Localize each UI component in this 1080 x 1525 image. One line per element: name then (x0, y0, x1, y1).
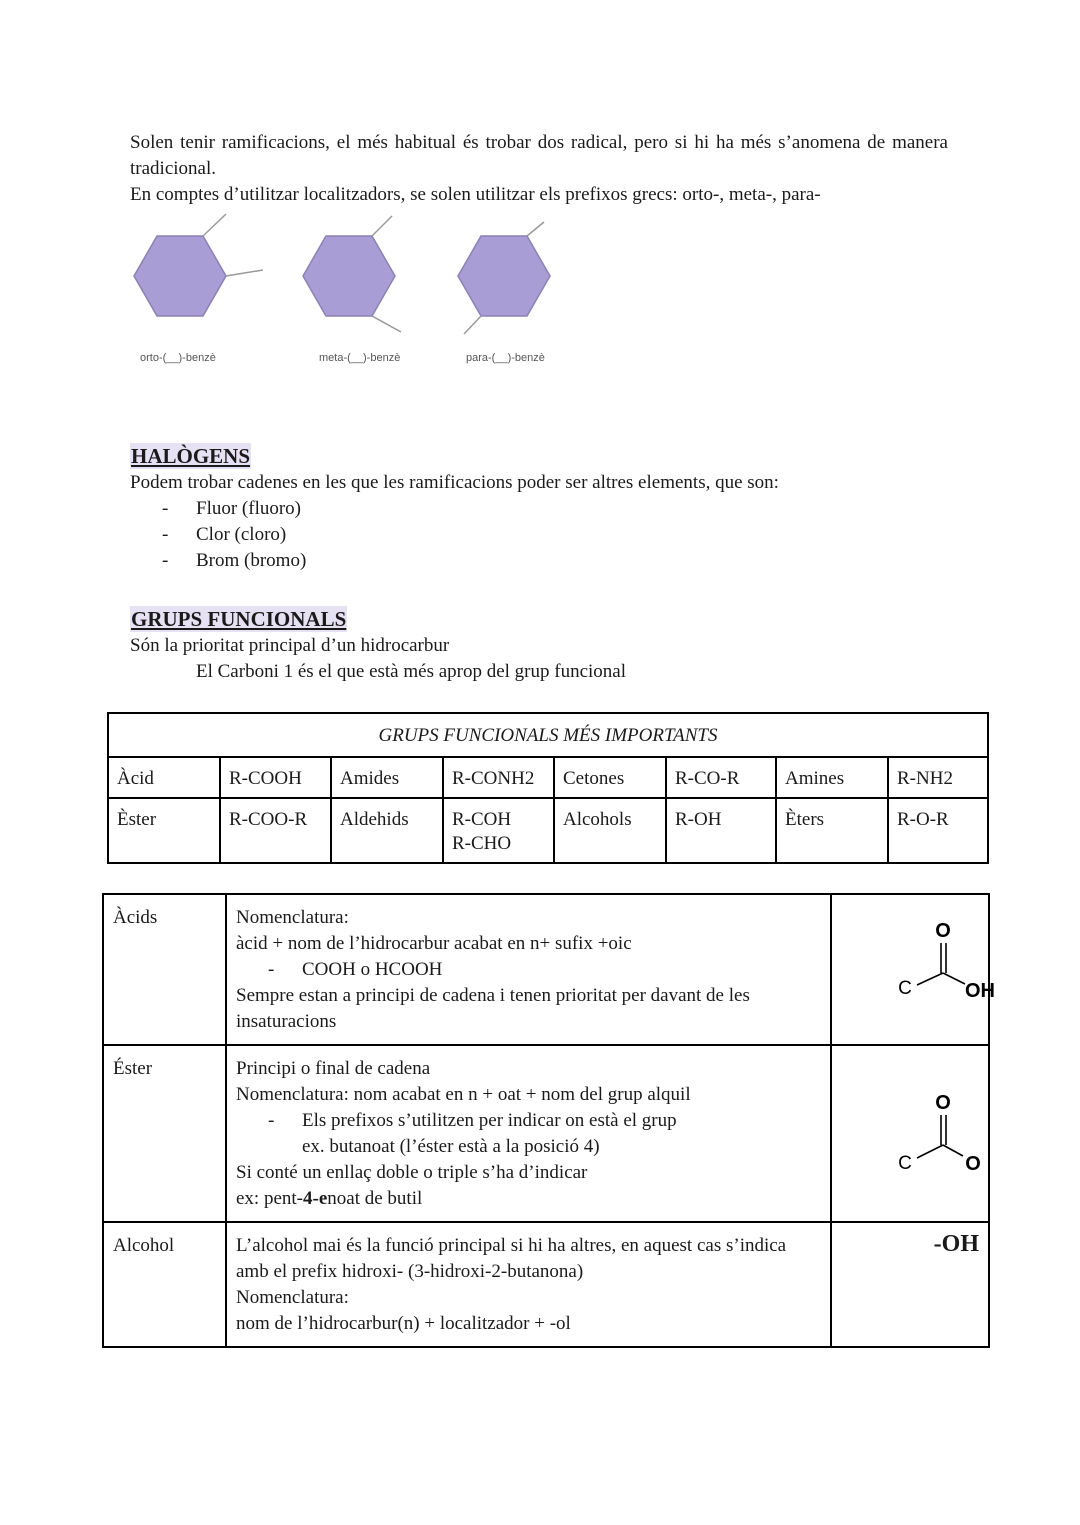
functional-line-2: El Carboni 1 és el que està més aprop del grup funcional (196, 661, 627, 682)
ester-icon (859, 1089, 979, 1179)
table-cell: Alcohols (554, 798, 666, 863)
table-cell: R-COH R-CHO (443, 798, 554, 863)
table-cell: Èster (108, 798, 220, 863)
intro-line-2: En comptes d’utilitzar localitzadors, se solen utilitzar els prefixos grecs: orto-, meta-, para- (130, 184, 821, 205)
halogens-heading: HALÒGENS (131, 444, 251, 468)
table-cell: Cetones (554, 757, 666, 798)
table-cell: Amines (776, 757, 888, 798)
orto-benzene-icon (134, 214, 263, 316)
alcohol-structure (831, 1222, 989, 1347)
functional-groups-heading: GRUPS FUNCIONALS (131, 607, 347, 631)
carboxylic-acid-structure (831, 894, 995, 1045)
table-cell: R-OH (666, 798, 776, 863)
group-description: L’alcohol mai és la funció principal si hi ha altres, en aquest cas s’indica amb el prefix hidroxi- (3-hidroxi-2-butanona) Nomenclatura: nom de l’hidrocarbur(n) + localitzador + -ol (226, 1222, 831, 1347)
table-row-acids (103, 894, 989, 1045)
group-description: Principi o final de cadena Nomenclatura: nom acabat en n + oat + nom del grup alquil - Els prefixos s’utilitzen per indicar on està el grup ex. butanoat (l’éster està a la posició 4) Si conté un enllaç doble o triple s’ha d’indicar ex: pent-4-enoat de butil (226, 1045, 831, 1222)
orto-label: orto-(__)-benzè (140, 352, 216, 364)
svg-text:O: O (935, 1092, 951, 1114)
table-row (108, 798, 988, 863)
list-item: - Brom (bromo) (162, 550, 307, 571)
hydroxyl-symbol: -OH (933, 1231, 979, 1257)
list-item: - Clor (cloro) (162, 524, 287, 545)
functional-groups-detail-table (102, 893, 995, 1348)
para-label: para-(__)-benzè (466, 352, 545, 364)
intro-line-1: Solen tenir ramificacions, el més habitual és trobar dos radical, pero si hi ha més s’anomena de manera tradicional. (130, 132, 948, 179)
table-cell: Èters (776, 798, 888, 863)
table-cell: Àcid (108, 757, 220, 798)
svg-text:OH: OH (965, 980, 995, 1002)
svg-text:C: C (898, 1153, 912, 1174)
functional-line-1: Són la prioritat principal d’un hidrocarbur (130, 635, 450, 656)
table-cell: R-O-R (888, 798, 988, 863)
table-cell: R-NH2 (888, 757, 988, 798)
para-benzene-icon (458, 222, 550, 334)
halogens-list (130, 496, 950, 574)
halogens-intro: Podem trobar cadenes en les que les ramificacions poder ser altres elements, que son: (130, 472, 779, 493)
group-name: Alcohol (103, 1222, 226, 1347)
carboxyl-icon (859, 905, 995, 1002)
group-description: Nomenclatura: àcid + nom de l’hidrocarbur acabat en n+ sufix +oic - COOH o HCOOH Sempre estan a principi de cadena i tenen prioritat per davant de les insaturacions (226, 894, 831, 1045)
svg-text:O: O (935, 920, 951, 942)
table-row-alcohol (103, 1222, 989, 1347)
meta-label: meta-(__)-benzè (319, 352, 401, 364)
svg-text:O: O (965, 1153, 981, 1175)
benzene-diagrams (128, 216, 568, 346)
table-row-ester (103, 1045, 989, 1222)
halogens-section (130, 470, 950, 574)
table-cell: Aldehids (331, 798, 443, 863)
intro-paragraph (130, 130, 948, 208)
functional-groups-section (130, 633, 950, 685)
table-cell: R-CONH2 (443, 757, 554, 798)
table-caption: GRUPS FUNCIONALS MÉS IMPORTANTS (108, 713, 988, 757)
ester-structure (831, 1045, 989, 1222)
table-row (108, 757, 988, 798)
table-cell: R-CO-R (666, 757, 776, 798)
functional-groups-summary-table (107, 712, 989, 864)
meta-benzene-icon (303, 216, 401, 332)
benzene-substitution-figure (128, 216, 568, 376)
svg-text:C: C (898, 978, 912, 999)
group-name: Éster (103, 1045, 226, 1222)
table-cell: Amides (331, 757, 443, 798)
table-cell: R-COO-R (220, 798, 331, 863)
group-name: Àcids (103, 894, 226, 1045)
list-item: - Fluor (fluoro) (162, 498, 302, 519)
table-cell: R-COOH (220, 757, 331, 798)
